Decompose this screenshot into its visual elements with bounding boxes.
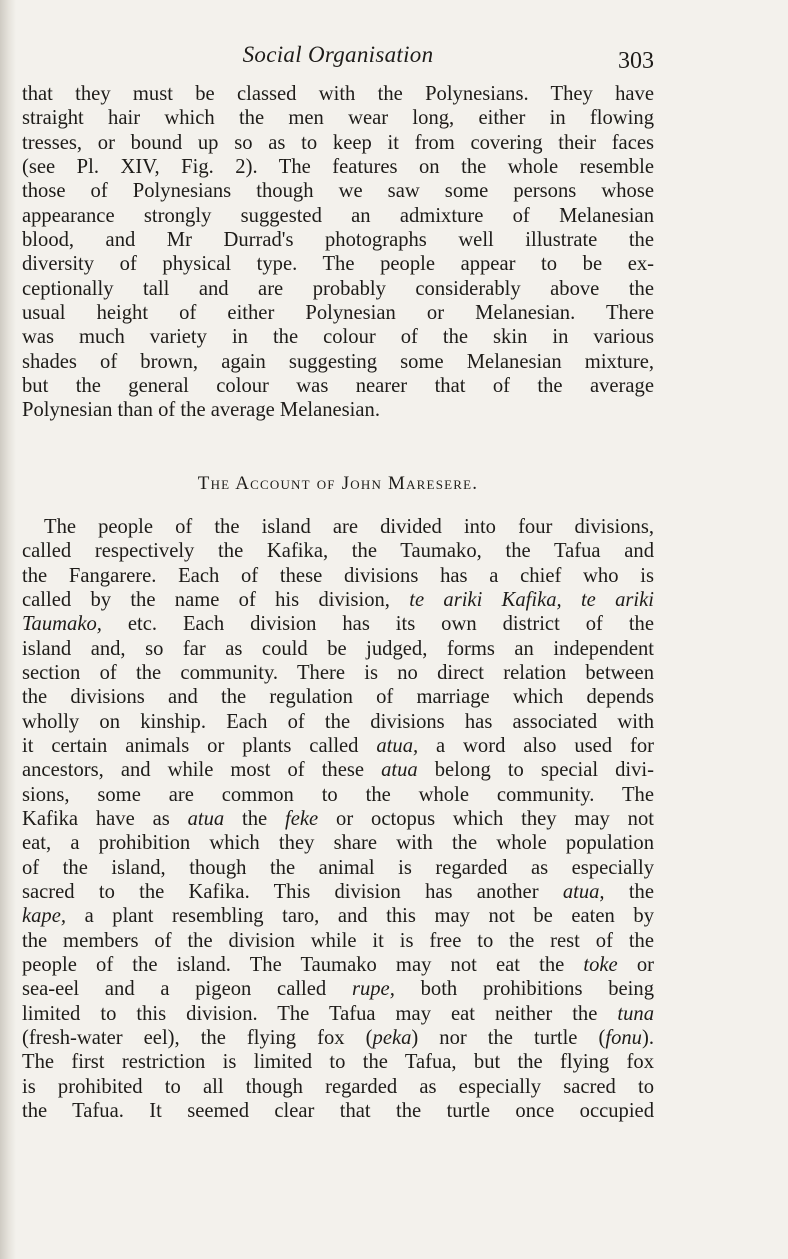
text-run: a word also used for xyxy=(418,734,654,757)
text-run: a plant resembling taro, and this may not be eaten by xyxy=(66,905,654,928)
text-line xyxy=(22,953,654,977)
native-term: te ariki Kafika, te ariki xyxy=(409,588,654,611)
native-term: atua xyxy=(187,807,225,830)
native-term: feke xyxy=(285,807,319,830)
text-line xyxy=(22,1002,654,1026)
text-line: was much variety in the colour of the skin in various xyxy=(22,326,654,349)
text-line: appearance strongly suggested an admixture of Melanesian xyxy=(22,204,654,227)
native-term: Taumako, xyxy=(22,613,102,636)
text-line: of the island, though the animal is regarded as especially xyxy=(22,856,654,879)
native-term: fonu xyxy=(605,1027,642,1050)
text-line xyxy=(22,977,654,1001)
text-line: ceptionally tall and are probably considerably above the xyxy=(22,277,654,300)
text-line: is prohibited to all though regarded as especially sacred to xyxy=(22,1075,654,1098)
text-line: the divisions and the regulation of marriage which depends xyxy=(22,686,654,709)
text-line: Polynesian than of the average Melanesian. xyxy=(22,399,380,422)
text-line: eat, a prohibition which they share with the whole population xyxy=(22,832,654,855)
native-term: rupe, xyxy=(351,978,395,1001)
text-run: ancestors, and while most of these xyxy=(22,759,382,782)
paragraph-physical-description xyxy=(22,82,654,423)
text-line: The first restriction is limited to the Tafua, but the flying fox xyxy=(22,1051,654,1074)
text-run: etc. Each division has its own district of the xyxy=(101,613,654,636)
text-line xyxy=(22,588,654,612)
text-line: sions, some are common to the whole community. The xyxy=(22,783,654,806)
text-line xyxy=(22,734,654,758)
text-line: but the general colour was nearer that of the average xyxy=(22,375,654,398)
native-term: atua, xyxy=(376,734,419,757)
text-run: belong to special divi- xyxy=(417,759,655,782)
text-line: straight hair which the men wear long, either in flowing xyxy=(22,107,654,130)
text-line: section of the community. There is no direct relation between xyxy=(22,661,654,684)
native-term: atua, xyxy=(562,880,605,903)
text-run: limited to this division. The Tafua may eat neither the xyxy=(22,1002,618,1025)
text-line: blood, and Mr Durrad's photographs well illustrate the xyxy=(22,229,654,252)
text-line: island and, so far as could be judged, forms an independent xyxy=(22,637,654,660)
text-line: the Tafua. It seemed clear that the turtle once occupied xyxy=(22,1100,654,1123)
text-run: or xyxy=(617,954,654,976)
text-line: diversity of physical type. The people appear to be ex- xyxy=(22,253,654,276)
text-run: the xyxy=(224,807,286,830)
native-term: tuna xyxy=(617,1002,654,1025)
text-run: sacred to the Kafika. This division has another xyxy=(22,880,563,903)
text-line xyxy=(22,1026,654,1050)
text-line: shades of brown, again suggesting some Melanesian mixture, xyxy=(22,350,654,373)
native-term: atua xyxy=(381,759,418,782)
paragraph-divisions xyxy=(22,515,654,1124)
native-term: peka xyxy=(372,1027,412,1050)
text-line xyxy=(22,612,654,636)
text-run: or octopus which they may not xyxy=(318,807,654,830)
text-run: both prohibitions being xyxy=(394,978,654,1001)
text-line xyxy=(22,880,654,904)
text-line: (see Pl. XIV, Fig. 2). The features on the whole resemble xyxy=(22,156,654,179)
text-line: the Fangarere. Each of these divisions has a chief who is xyxy=(22,564,654,587)
book-page xyxy=(22,42,654,1123)
text-run: people of the island. The Taumako may not eat the xyxy=(22,954,584,976)
text-line xyxy=(22,758,654,782)
text-run: ) nor the turtle ( xyxy=(411,1027,606,1050)
native-term: toke xyxy=(583,954,618,976)
running-title: Social Organisation xyxy=(242,42,434,67)
text-line xyxy=(22,904,654,928)
section-heading: The Account of John Maresere. xyxy=(197,472,479,494)
text-run: Kafika have as xyxy=(22,807,188,830)
text-run: called by the name of his division, xyxy=(22,588,410,611)
text-line: the members of the division while it is free to the rest of the xyxy=(22,929,654,952)
text-line xyxy=(22,807,654,831)
text-line: called respectively the Kafika, the Taumako, the Tafua and xyxy=(22,540,654,563)
text-line: those of Polynesians though we saw some persons whose xyxy=(22,180,654,203)
page-header xyxy=(22,42,654,82)
text-run: ). xyxy=(641,1027,654,1050)
text-line: The people of the island are divided into four divisions, xyxy=(44,515,654,538)
text-line: that they must be classed with the Polynesians. They have xyxy=(22,83,654,105)
text-line: tresses, or bound up so as to keep it from covering their faces xyxy=(22,131,654,154)
page-number: 303 xyxy=(618,48,654,74)
text-run: the xyxy=(604,880,654,903)
text-line: usual height of either Polynesian or Melanesian. There xyxy=(22,302,654,325)
native-term: kape, xyxy=(22,905,67,928)
text-run: sea-eel and a pigeon called xyxy=(22,978,352,1001)
text-run: it certain animals or plants called xyxy=(22,734,377,757)
text-run: (fresh-water eel), the flying fox ( xyxy=(22,1027,373,1050)
text-line: wholly on kinship. Each of the divisions has associated with xyxy=(22,710,654,733)
book-spine-shadow xyxy=(0,0,16,1259)
